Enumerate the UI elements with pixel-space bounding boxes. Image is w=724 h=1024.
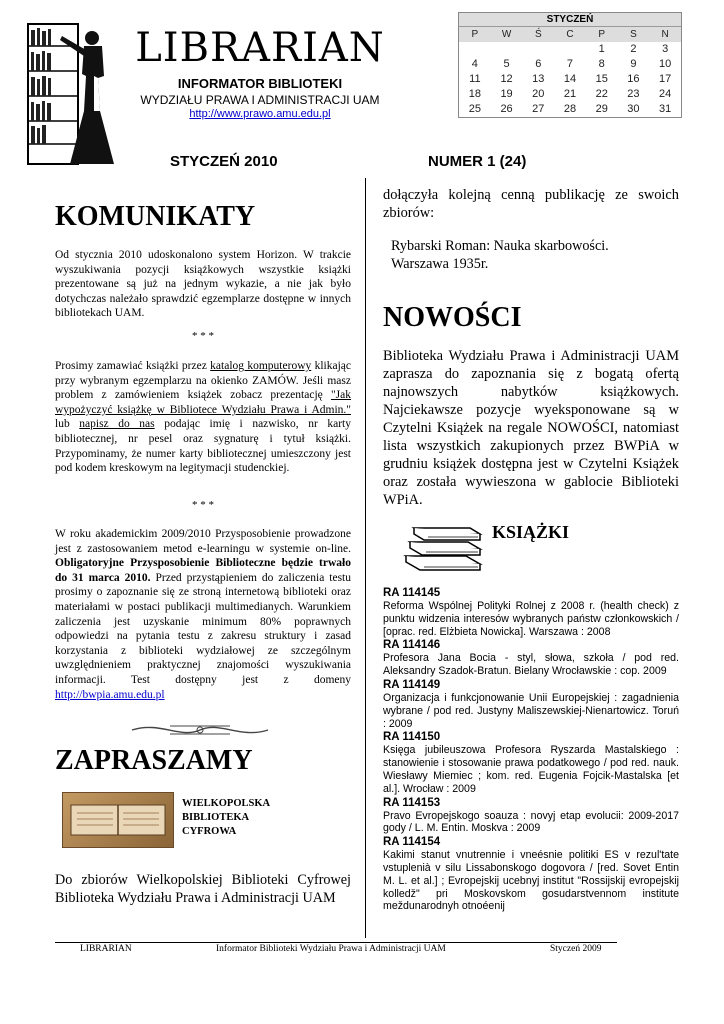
zapraszamy-text: Do zbiorów Wielkopolskiej Biblioteki Cyfrowej Biblioteka Wydziału Prawa i Administracji UAM (55, 872, 351, 906)
p2-text-a: Prosimy zamawiać książki przez (55, 360, 207, 372)
calendar-day: 28 (563, 103, 577, 115)
komunikaty-paragraph-1: Od stycznia 2010 udoskonalono system Horizon. W trakcie wyszukiwania pozycji książkowych wszystkie książki prezentowane są już na jednym wykazie, a nie jak było dotychczas należało sprawdzić egzemplarze dostępne w innych bibliotekach UAM. (55, 249, 351, 320)
calendar-day: 15 (595, 73, 608, 85)
wbc-line-3: CYFROWA (182, 826, 237, 837)
calendar-day: 5 (503, 58, 510, 70)
calendar (458, 12, 682, 118)
citation-line-2: Warszawa 1935r. (391, 256, 489, 272)
calendar-day (459, 42, 491, 57)
footer-left: LIBRARIAN (80, 944, 132, 954)
calendar-day: 1 (598, 43, 605, 55)
calendar-day-header: P (586, 27, 618, 42)
issue-number: NUMER 1 (24) (428, 153, 527, 170)
calendar-day: 22 (595, 88, 608, 100)
calendar-day: 30 (627, 103, 640, 115)
calendar-day: 4 (471, 58, 478, 70)
newsletter-title: LIBRARIAN (135, 25, 385, 71)
p3-text-b: Przed przystąpieniem do zaliczenia testu prosimy o zapoznanie się ze stroną internetową biblioteki oraz materiałami w postaci publikacji multimedianych. Warunkiem zaliczenia jest uzyskanie minimum 80% poprawnych odpowiedzi na pytania testu z zakresu struktury i zasad korzystania z biblioteki wydziałowej ze szczególnym uwzględnieniem praktycznej znajomości wyszukiwania informacji. Test dostępny jest z domeny (55, 571, 351, 686)
calendar-day-header: S (618, 27, 650, 42)
book-signature: RA 114154 (383, 836, 441, 849)
calendar-day: 26 (500, 103, 513, 115)
calendar-day (554, 42, 586, 57)
wbc-logo-image (62, 792, 174, 848)
calendar-day (522, 42, 554, 57)
p2-text-c: lub (55, 418, 70, 431)
book-description: Pravo Evropejskogo soauza : novyj etap evolucii: 2009-2017 gody / L. M. Entin. Moskva : 2009 (383, 809, 679, 835)
continued-text: dołączyła kolejną cenną publikację ze swoich zbiorów: (383, 187, 679, 221)
calendar-day: 25 (468, 103, 481, 115)
footer-right: Styczeń 2009 (550, 944, 602, 954)
calendar-day: 12 (500, 73, 513, 85)
calendar-day: 27 (532, 103, 545, 115)
calendar-day: 10 (659, 58, 672, 70)
calendar-grid (459, 27, 681, 117)
calendar-day: 18 (468, 88, 481, 100)
footer-center: Informator Biblioteki Wydziału Prawa i Administracji UAM (216, 944, 446, 954)
wbc-line-2: BIBLIOTEKA (182, 812, 250, 823)
masthead (120, 26, 400, 120)
calendar-month: STYCZEŃ (459, 13, 681, 27)
issue-date: STYCZEŃ 2010 (170, 153, 278, 170)
calendar-day: 13 (532, 73, 545, 85)
book-list (383, 586, 679, 913)
calendar-day-header: P (459, 27, 491, 42)
book-signature: RA 114146 (383, 639, 441, 652)
calendar-day: 24 (659, 88, 672, 100)
newsletter-subtitle: INFORMATOR BIBLIOTEKI (177, 76, 343, 91)
nowosci-text: Biblioteka Wydziału Prawa i Administracji UAM zaprasza do zapoznania się z bogatą ofertą najnowszych nabytków książkowych. Najciekawsze pozycje wyeksponowane są w Czytelni Książek na regale NOWOŚCI, natomiast lista wszystkich zakupionych przez BWPiA w grudniu książek dostępna jest w Czytelni Książek oraz została wywieszona w gablocie Biblioteki WPiA. (383, 348, 679, 508)
calendar-day: 16 (627, 73, 640, 85)
bwpia-link[interactable]: http://bwpia.amu.edu.pl (55, 688, 165, 701)
librarian-illustration (14, 16, 118, 166)
calendar-day: 2 (630, 43, 637, 55)
p2-text-d: podając imię i nazwisko, nr karty bibliotecznej, nr pesel oraz sygnaturę i tytuł książki. Przypominamy, że numer karty bibliotecznej umieszczony jest pod kodem kreskowym na legitymacji studenckiej. (55, 418, 351, 475)
wbc-logo-text (182, 797, 270, 839)
separator-stars-2: * * * (192, 499, 214, 511)
wbc-line-1: WIELKOPOLSKA (182, 798, 271, 809)
p2-text-b: klikając przy wybranym egzemplarzu na okienko ZAMÓW. Jeśli masz problem z zamówieniem książek zobacz prezentację (55, 360, 352, 402)
book-description: Reforma Wspólnej Polityki Rolnej z 2008 r. (health check) z punktu widzenia interesów wybranych państw członkowskich / [oprac. red. Elżbieta Nowicka]. Warszawa : 2008 (383, 600, 679, 638)
calendar-day-header: N (649, 27, 681, 42)
komunikaty-heading: KOMUNIKATY (55, 201, 256, 232)
komunikaty-paragraph-2 (55, 359, 351, 476)
calendar-day: 6 (535, 58, 542, 70)
catalog-link[interactable]: katalog komputerowy (210, 360, 312, 372)
book-description: Kakimi stanut vnutrennie i vneésnie politiki ES v rezul'tate vstuplenià v silu Lissabonskogo dogovora / [red. Sovet Entin M. L. et al.] ; Evropejskij ucebnyj institut "Rossijskij evropejskij kolledž" pri Moskovskom gosudarstvennom institute meždunarodnyh otnoéenij (383, 849, 679, 913)
p3-bold-deadline: Obligatoryjne Przysposobienie Biblioteczne będzie trwało do 31 marca 2010. (55, 557, 351, 584)
books-icon (396, 516, 486, 572)
presentation-link[interactable]: "Jak wypożyczyć książkę w Bibliotece Wydziału Prawa i Admin." (55, 389, 351, 416)
ksiazki-heading: KSIĄŻKI (492, 522, 570, 542)
calendar-day (491, 42, 523, 57)
komunikaty-paragraph-3 (55, 527, 351, 702)
calendar-day-header: C (554, 27, 586, 42)
flourish-divider (130, 717, 270, 748)
book-description: Organizacja i funkcjonowanie Unii Europejskiej : zagadnienia wybrane / pod red. Justyny Maliszewskiej-Nienartowicz. Toruń : 2009 (383, 691, 679, 730)
citation (391, 237, 609, 273)
calendar-day-header: W (491, 27, 523, 42)
calendar-day: 17 (659, 73, 672, 85)
footer-rule (55, 942, 617, 943)
calendar-day: 8 (598, 58, 605, 70)
calendar-day: 7 (566, 58, 574, 70)
calendar-day: 9 (630, 58, 637, 70)
calendar-day: 29 (595, 103, 608, 115)
calendar-day-header: Ś (522, 27, 554, 42)
calendar-day: 14 (563, 73, 577, 85)
book-signature: RA 114145 (383, 587, 441, 599)
faculty-url-link[interactable]: http://www.prawo.amu.edu.pl (189, 108, 331, 120)
contact-link[interactable]: napisz do nas (79, 418, 155, 431)
calendar-day: 23 (627, 88, 640, 100)
book-description: Księga jubileuszowa Profesora Ryszarda Mastalskiego : stanowienie i stosowanie prawa podatkowego / pod red. nauk. Wiesławy Miemiec ; kom. red. Eugenia Fojcik-Mastalska [et al.]. Wrocław : 2009 (383, 744, 679, 795)
calendar-day: 3 (662, 43, 669, 55)
zapraszamy-heading: ZAPRASZAMY (55, 745, 253, 776)
p3-text-a: W roku akademickim 2009/2010 Przysposobienie prowadzone jest z zastosowaniem metod e-learningu w systemie on-line. (55, 528, 351, 555)
book-signature: RA 114150 (383, 731, 441, 744)
calendar-day: 19 (500, 88, 513, 100)
book-signature: RA 114153 (383, 796, 441, 809)
book-description: Profesora Jana Bocia - styl, słowa, szkoła / pod red. Aleksandry Szadok-Bratun. Bielany Wrocławskie : cop. 2009 (383, 652, 679, 678)
calendar-day: 11 (469, 73, 481, 85)
citation-line-1: Rybarski Roman: Nauka skarbowości. (391, 238, 609, 254)
calendar-day: 20 (532, 88, 545, 100)
separator-stars: * * * (192, 330, 214, 342)
column-divider (365, 178, 366, 938)
nowosci-heading: NOWOŚCI (383, 302, 522, 333)
calendar-day: 31 (659, 103, 672, 115)
faculty-name: WYDZIAŁU PRAWA I ADMINISTRACJI UAM (140, 93, 380, 107)
book-signature: RA 114149 (383, 678, 441, 691)
calendar-day: 21 (563, 88, 577, 100)
